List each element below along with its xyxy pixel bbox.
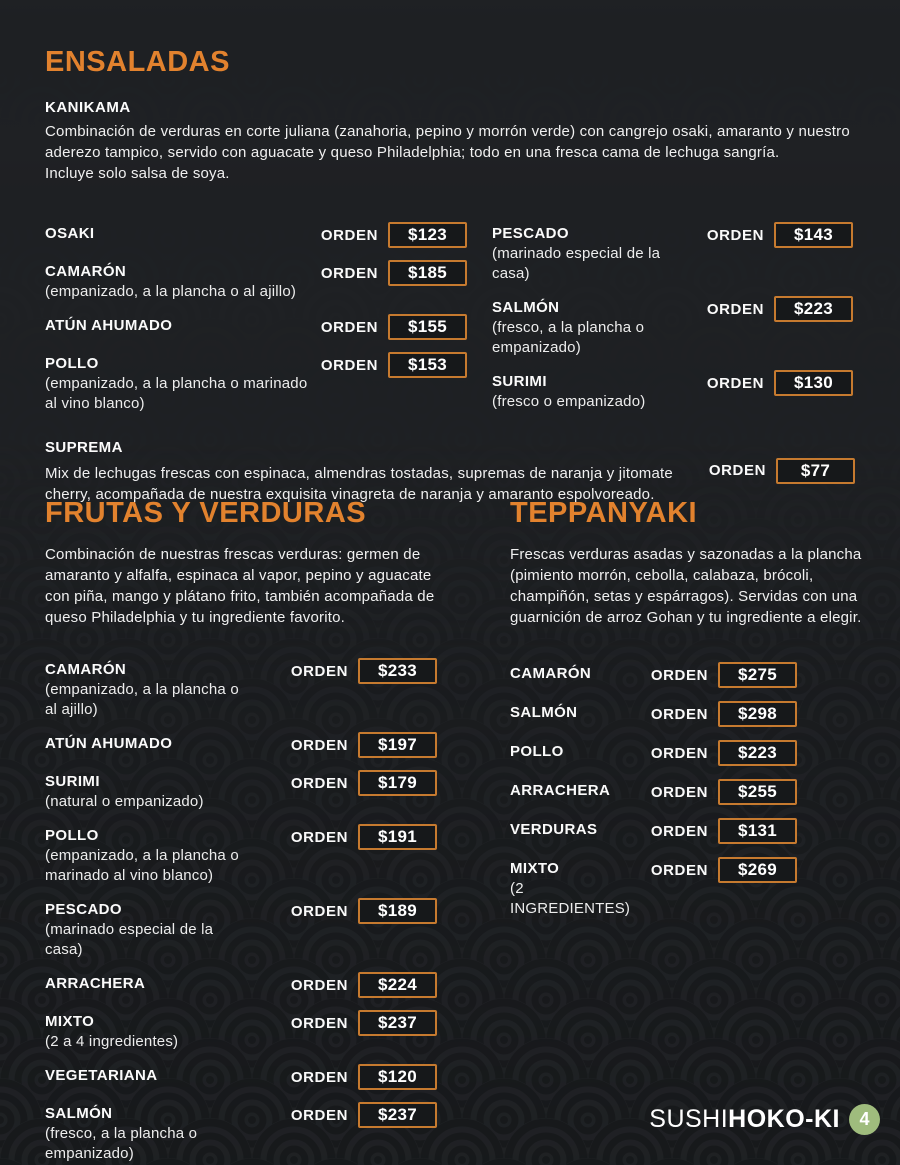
item-price: $123	[407, 225, 448, 244]
item-price: $237	[377, 1105, 418, 1124]
item-price: $255	[737, 782, 778, 801]
item-note: (marinado especial de la casa)	[492, 245, 661, 282]
kanikama-description	[45, 121, 850, 184]
frutas-item-list	[45, 660, 437, 1164]
item-price: $143	[793, 225, 834, 244]
item-price: $155	[407, 317, 448, 336]
menu-item-row	[492, 224, 853, 284]
frutas-description: Combinación de nuestras frescas verduras: germen de amaranto y alfalfa, espinaca al vapor, pepino y aguacate con piña, mango y plátano frito, también acompañada de queso Philadelphia y tu ingrediente favorito.	[45, 546, 435, 626]
item-name: ARRACHERA	[45, 975, 146, 992]
order-group	[651, 857, 797, 883]
orden-label: ORDEN	[708, 462, 766, 479]
menu-item-row	[510, 742, 797, 766]
footer-brand	[649, 1104, 880, 1135]
orden-label: ORDEN	[650, 822, 708, 840]
order-group	[707, 370, 853, 396]
orden-label: ORDEN	[290, 736, 348, 754]
price-box	[718, 818, 797, 844]
orden-label: ORDEN	[320, 356, 378, 374]
item-price: $275	[737, 665, 778, 684]
brand-sushi: SUSHI	[649, 1105, 729, 1133]
item-name: SALMÓN	[492, 299, 560, 316]
item-name: ATÚN AHUMADO	[45, 735, 173, 752]
section-teppanyaki	[510, 497, 862, 1165]
item-price: $237	[377, 1013, 418, 1032]
item-note: (empanizado, a la plancha o al ajillo)	[45, 283, 297, 300]
teppanyaki-description: Frescas verduras asadas y sazonadas a la plancha (pimiento morrón, cebolla, calabaza, brócoli, champiñón, setas y espárragos). Servidas con una guarnición de arroz Gohan y tu ingrediente a elegir.	[510, 546, 862, 626]
kanikama-title: KANIKAMA	[45, 99, 131, 116]
price-box	[358, 732, 437, 758]
price-box	[718, 701, 797, 727]
orden-label: ORDEN	[320, 264, 378, 282]
price-box	[358, 1064, 437, 1090]
bottom-sections	[45, 497, 862, 1165]
item-name: SURIMI	[492, 373, 547, 390]
item-name: MIXTO	[510, 860, 560, 877]
menu-item-row	[45, 354, 467, 414]
item-price: $153	[407, 355, 448, 374]
order-group	[291, 1064, 437, 1090]
menu-item-row	[45, 1012, 437, 1052]
item-price: $179	[377, 773, 418, 792]
price-box	[718, 662, 797, 688]
ensaladas-item-columns	[45, 224, 855, 428]
price-box	[718, 740, 797, 766]
orden-label: ORDEN	[290, 1014, 348, 1032]
order-group	[321, 222, 467, 248]
item-name: CAMARÓN	[510, 665, 592, 682]
item-price: $233	[377, 661, 418, 680]
item-name: PESCADO	[492, 225, 569, 242]
menu-item-row	[45, 974, 437, 998]
orden-label: ORDEN	[290, 662, 348, 680]
item-note: (natural o empanizado)	[45, 793, 204, 810]
order-group	[707, 222, 853, 248]
menu-item-row	[510, 664, 797, 688]
suprema-description: Mix de lechugas frescas con espinaca, almendras tostadas, supremas de naranja y jitomate cherry, acompañada de nuestra exquisita vinagreta de naranja y amaranto espolvoreado.	[45, 465, 673, 503]
item-name: POLLO	[45, 827, 99, 844]
item-note: (fresco, a la plancha o empanizado)	[492, 319, 645, 356]
menu-item-row	[510, 703, 797, 727]
order-group	[291, 1010, 437, 1036]
item-note: (fresco o empanizado)	[492, 393, 646, 410]
item-name: SURIMI	[45, 773, 100, 790]
item-note: (fresco, a la plancha o empanizado)	[45, 1125, 198, 1162]
order-group	[651, 740, 797, 766]
menu-item-row	[45, 316, 467, 340]
section-frutas-y-verduras	[45, 497, 485, 1165]
ensaladas-title: ENSALADAS	[45, 46, 230, 78]
item-name: POLLO	[45, 355, 99, 372]
kanikama-description-text: Combinación de verduras en corte juliana (zanahoria, pepino y morrón verde) con cangrejo osaki, amaranto y nuestro aderezo tampico, servido con aguacate y queso Philadelphia; todo en una fresca cama de lechuga sangría.	[45, 123, 850, 161]
item-price: $189	[377, 901, 418, 920]
order-group	[291, 732, 437, 758]
order-group	[321, 260, 467, 286]
orden-label: ORDEN	[650, 705, 708, 723]
price-box	[774, 296, 853, 322]
menu-item-row	[510, 781, 797, 805]
price-box	[358, 898, 437, 924]
price-box	[358, 1102, 437, 1128]
item-name: SALMÓN	[510, 704, 578, 721]
orden-label: ORDEN	[320, 318, 378, 336]
item-price: $120	[377, 1067, 418, 1086]
menu-item-row	[45, 734, 437, 758]
price-box	[718, 857, 797, 883]
item-price: $269	[737, 860, 778, 879]
item-name: ARRACHERA	[510, 782, 611, 799]
orden-label: ORDEN	[290, 902, 348, 920]
item-price: $191	[377, 827, 418, 846]
item-note: (empanizado, a la plancha o marinado al vino blanco)	[45, 847, 239, 884]
orden-label: ORDEN	[290, 1068, 348, 1086]
menu-item-row	[45, 826, 437, 886]
item-price: $298	[737, 704, 778, 723]
price-box	[358, 1010, 437, 1036]
order-group	[291, 1102, 437, 1128]
price-box	[358, 770, 437, 796]
menu-item-row	[45, 660, 437, 720]
item-price: $131	[737, 821, 778, 840]
price-box	[358, 972, 437, 998]
orden-label: ORDEN	[650, 744, 708, 762]
item-note: (empanizado, a la plancha o al ajillo)	[45, 681, 239, 718]
menu-item-row	[45, 772, 437, 812]
item-price: $197	[377, 735, 418, 754]
menu-item-row	[510, 859, 797, 919]
brand-hoko-ki: HOKO-KI	[728, 1105, 840, 1133]
orden-label: ORDEN	[706, 374, 764, 392]
orden-label: ORDEN	[650, 666, 708, 684]
ensaladas-column-right	[492, 224, 853, 428]
item-price: $223	[737, 743, 778, 762]
item-price: $185	[407, 263, 448, 282]
order-group	[291, 972, 437, 998]
item-name: VERDURAS	[510, 821, 598, 838]
ensaladas-column-left	[45, 224, 467, 428]
page-number-badge: 4	[849, 1104, 880, 1135]
menu-item-row	[45, 900, 437, 960]
order-group	[651, 818, 797, 844]
item-name: PESCADO	[45, 901, 122, 918]
orden-label: ORDEN	[290, 1106, 348, 1124]
item-name: CAMARÓN	[45, 263, 127, 280]
order-group	[707, 296, 853, 322]
price-box	[774, 370, 853, 396]
orden-label: ORDEN	[290, 774, 348, 792]
brand-logo	[649, 1105, 840, 1134]
suprema-item-row	[45, 438, 855, 505]
order-group	[651, 662, 797, 688]
price-box	[776, 458, 855, 484]
item-price: $130	[793, 373, 834, 392]
item-price: $223	[793, 299, 834, 318]
order-group	[709, 458, 855, 484]
frutas-title: FRUTAS Y VERDURAS	[45, 497, 367, 529]
menu-item-row	[45, 262, 467, 302]
price-box	[388, 260, 467, 286]
price-box	[388, 314, 467, 340]
teppanyaki-title: TEPPANYAKI	[510, 497, 698, 529]
orden-label: ORDEN	[706, 300, 764, 318]
price-box	[718, 779, 797, 805]
section-ensaladas	[45, 46, 855, 505]
item-name: ATÚN AHUMADO	[45, 317, 173, 334]
menu-item-row	[45, 1066, 437, 1090]
kanikama-soy-note: Incluye solo salsa de soya.	[45, 165, 230, 182]
menu-item-row	[510, 820, 797, 844]
item-name: MIXTO	[45, 1013, 95, 1030]
menu-item-row	[492, 298, 853, 358]
item-note: (marinado especial de la casa)	[45, 921, 214, 958]
item-name: SALMÓN	[45, 1105, 113, 1122]
item-name: SUPREMA	[45, 439, 123, 456]
item-note: (2 INGREDIENTES)	[510, 880, 631, 917]
price-box	[388, 222, 467, 248]
orden-label: ORDEN	[290, 828, 348, 846]
order-group	[651, 701, 797, 727]
item-note: (empanizado, a la plancha o marinado al vino blanco)	[45, 375, 308, 412]
order-group	[321, 314, 467, 340]
order-group	[651, 779, 797, 805]
menu-item-row	[492, 372, 853, 412]
menu-item-row	[45, 1104, 437, 1164]
order-group	[291, 824, 437, 850]
item-name: VEGETARIANA	[45, 1067, 158, 1084]
price-box	[358, 824, 437, 850]
item-name: OSAKI	[45, 225, 95, 242]
orden-label: ORDEN	[290, 976, 348, 994]
order-group	[291, 898, 437, 924]
price-box	[358, 658, 437, 684]
order-group	[291, 658, 437, 684]
orden-label: ORDEN	[320, 226, 378, 244]
order-group	[291, 770, 437, 796]
item-name: POLLO	[510, 743, 564, 760]
teppanyaki-item-list	[510, 664, 797, 919]
price-box	[388, 352, 467, 378]
orden-label: ORDEN	[650, 783, 708, 801]
price-box	[774, 222, 853, 248]
item-price: $224	[377, 975, 418, 994]
item-price: $77	[800, 460, 831, 480]
item-name: CAMARÓN	[45, 661, 127, 678]
item-note: (2 a 4 ingredientes)	[45, 1033, 179, 1050]
menu-item-row	[45, 224, 467, 248]
orden-label: ORDEN	[706, 226, 764, 244]
order-group	[321, 352, 467, 378]
orden-label: ORDEN	[650, 861, 708, 879]
